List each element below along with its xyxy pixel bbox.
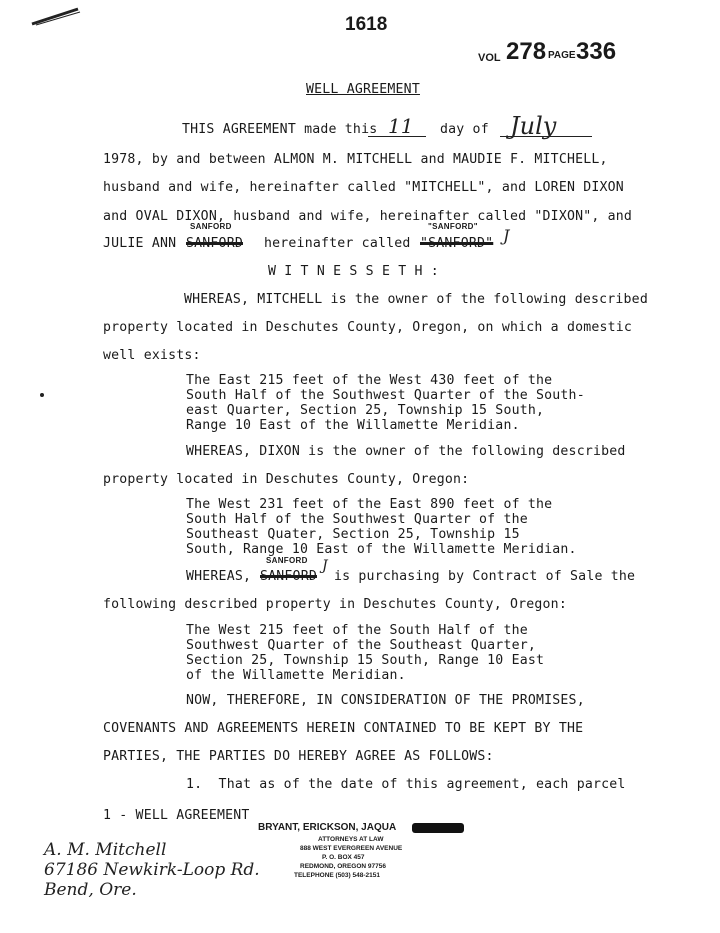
correction-sanford-2: "SANFORD" bbox=[428, 222, 478, 231]
redaction-bar bbox=[412, 823, 464, 833]
intro-line-4: and OVAL DIXON, husband and wife, hereinafter called "DIXON", and bbox=[103, 209, 633, 224]
whereas-2-line-2: property located in Deschutes County, Oregon: bbox=[103, 472, 470, 487]
whereas-1-line-2: property located in Deschutes County, Oregon, on which a domestic bbox=[103, 320, 633, 335]
desc-1-line-1: The East 215 feet of the West 430 feet of the bbox=[186, 373, 553, 388]
item-1: 1. That as of the date of this agreement, each parcel bbox=[186, 777, 626, 792]
firm-name: BRYANT, ERICKSON, JAQUA bbox=[258, 822, 397, 833]
desc-1-line-3: east Quarter, Section 25, Township 15 South, bbox=[186, 403, 545, 418]
desc-2-line-3: Southeast Quater, Section 25, Township 15 bbox=[186, 527, 520, 542]
volume-number: 278 bbox=[506, 38, 547, 65]
intro-line-3: husband and wife, hereinafter called "MITCHELL", and LOREN DIXON bbox=[103, 180, 624, 195]
whereas-3-pre: WHEREAS, bbox=[186, 569, 252, 584]
handwritten-return-line-3: Bend, Ore. bbox=[44, 880, 137, 900]
desc-3-line-3: Section 25, Township 15 South, Range 10 East bbox=[186, 653, 545, 668]
struck-name-1: SANFORD bbox=[186, 236, 243, 251]
desc-3-line-1: The West 215 feet of the South Half of the bbox=[186, 623, 528, 638]
desc-1-line-4: Range 10 East of the Willamette Meridian. bbox=[186, 418, 520, 433]
intro-line-1-mid: day of bbox=[440, 122, 489, 137]
firm-address-2: P. O. BOX 457 bbox=[322, 854, 365, 861]
day-handwritten: 11 bbox=[388, 114, 414, 138]
intro-line-2: 1978, by and between ALMON M. MITCHELL and MAUDIE F. MITCHELL, bbox=[103, 152, 608, 167]
whereas-3-line-2: following described property in Deschutes County, Oregon: bbox=[103, 597, 567, 612]
desc-1-line-2: South Half of the Southwest Quarter of the South- bbox=[186, 388, 585, 403]
handwritten-return-line-1: A. M. Mitchell bbox=[44, 840, 167, 860]
now-line-1: NOW, THEREFORE, IN CONSIDERATION OF THE PROMISES, bbox=[186, 693, 585, 708]
desc-3-line-2: Southwest Quarter of the Southeast Quarter, bbox=[186, 638, 537, 653]
initials-1: J bbox=[503, 226, 510, 245]
struck-name-2: "SANFORD" bbox=[420, 236, 494, 251]
whereas-1-line-1: WHEREAS, MITCHELL is the owner of the following described bbox=[184, 292, 648, 307]
firm-address-1: 888 WEST EVERGREEN AVENUE bbox=[300, 845, 403, 852]
pen-mark-icon bbox=[30, 6, 82, 28]
document-number: 1618 bbox=[345, 14, 388, 35]
correction-sanford-3: SANFORD bbox=[266, 556, 308, 565]
now-line-2: COVENANTS AND AGREEMENTS HEREIN CONTAINED TO BE KEPT BY THE bbox=[103, 721, 584, 736]
firm-subtitle: ATTORNEYS AT LAW bbox=[318, 836, 384, 843]
page-label: PAGE bbox=[548, 50, 576, 61]
page-number: 336 bbox=[576, 38, 617, 65]
firm-address-3: REDMOND, OREGON 97756 bbox=[300, 863, 386, 870]
correction-sanford-1: SANFORD bbox=[190, 222, 232, 231]
whereas-3-post: is purchasing by Contract of Sale the bbox=[334, 569, 636, 584]
whereas-1-line-3: well exists: bbox=[103, 348, 201, 363]
initials-3: J bbox=[322, 558, 328, 574]
now-line-3: PARTIES, THE PARTIES DO HEREBY AGREE AS FOLLOWS: bbox=[103, 749, 494, 764]
intro-line-5-mid: hereinafter called bbox=[264, 236, 411, 251]
volume-label: VOL bbox=[478, 52, 501, 64]
whereas-2-line-1: WHEREAS, DIXON is the owner of the following described bbox=[186, 444, 626, 459]
witnesseth-heading: W I T N E S S E T H : bbox=[268, 264, 439, 279]
desc-2-line-2: South Half of the Southwest Quarter of the bbox=[186, 512, 528, 527]
desc-2-line-4: South, Range 10 East of the Willamette Meridian. bbox=[186, 542, 577, 557]
desc-3-line-4: of the Willamette Meridian. bbox=[186, 668, 406, 683]
intro-line-5-pre: JULIE ANN bbox=[103, 236, 177, 251]
intro-line-1-pre: THIS AGREEMENT made this bbox=[182, 122, 378, 137]
footer-page-label: 1 - WELL AGREEMENT bbox=[103, 808, 250, 823]
handwritten-return-line-2: 67186 Newkirk-Loop Rd. bbox=[44, 860, 260, 880]
firm-phone: TELEPHONE (503) 548-2151 bbox=[294, 872, 380, 879]
month-handwritten: July bbox=[510, 112, 557, 140]
margin-dot bbox=[40, 393, 44, 397]
document-title: WELL AGREEMENT bbox=[306, 82, 420, 97]
desc-2-line-1: The West 231 feet of the East 890 feet of the bbox=[186, 497, 553, 512]
struck-name-3: SANFORD bbox=[260, 569, 317, 584]
